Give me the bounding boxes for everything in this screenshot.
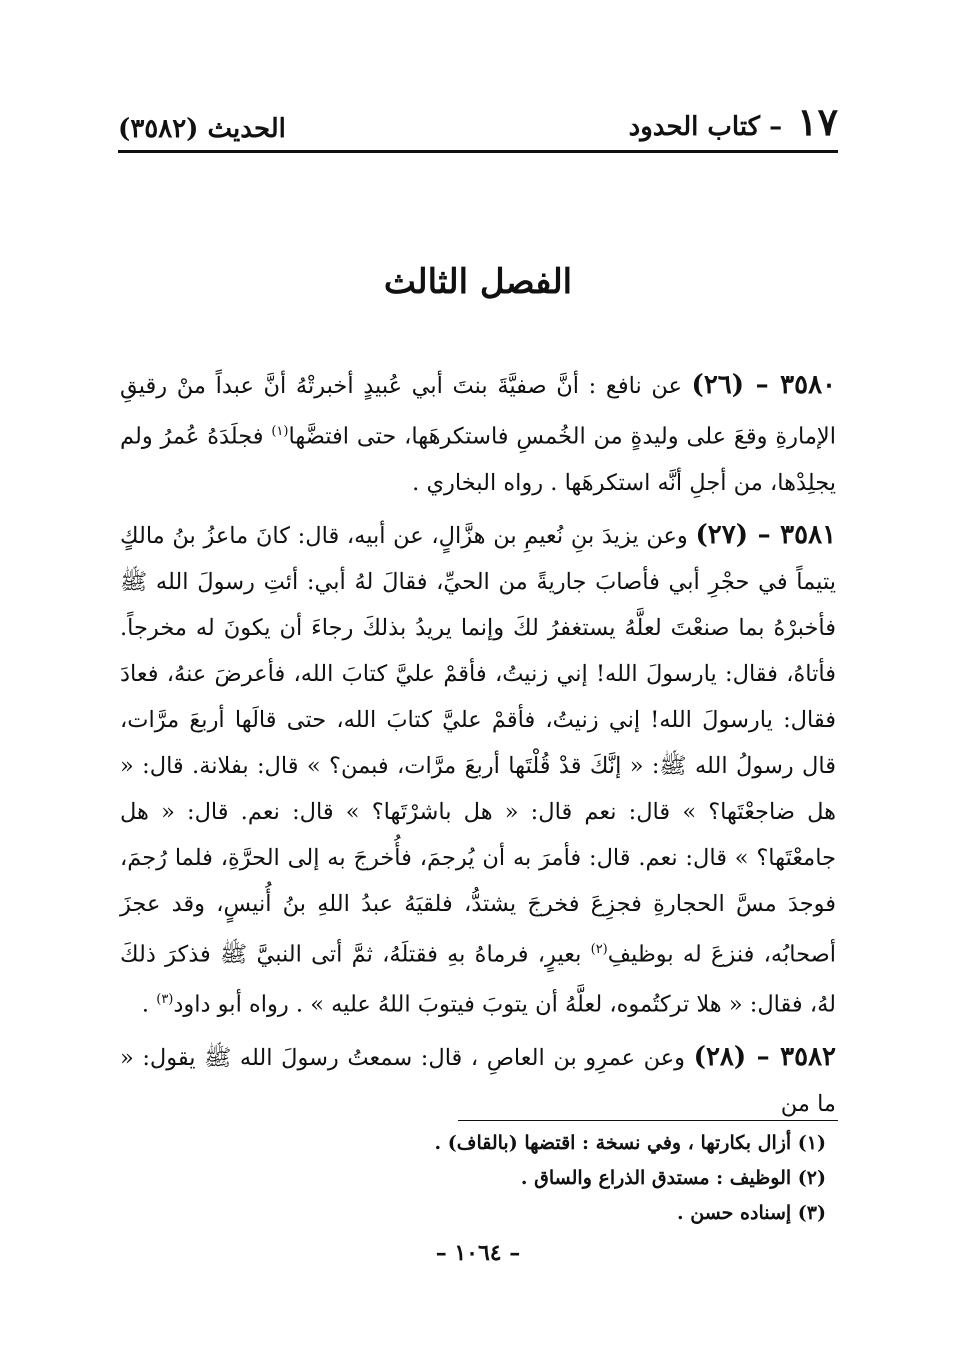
hadith-text: وعن عمرِو بن العاصِ ، قال: سمعتُ رسولَ الله ﷺ يقول: « ما من <box>120 1044 836 1117</box>
footnote: (٣) إسناده حسن . <box>677 1202 826 1224</box>
footnotes <box>118 1126 826 1231</box>
hadith-paragraph <box>120 1034 836 1127</box>
hadith-text: وعن يزيدَ بنِ نُعيمِ بن هزَّالٍ، عن أبيه، قال: كانَ ماعزُ بنُ مالكٍ يتيماً في حجْرِ أبي فأصابَ جاريةً من الحيِّ، فقالَ لهُ أبي: أئتِ رسولَ الله ﷺ فأخبرْهُ بما صنعْتَ لعلَّهُ يستغفرُ لكَ وإنما يريدُ بذلكَ رجاءَ أن يكونَ له مخرجاً. فأتاهُ، فقال: يارسولَ الله! إني زنيتُ، فأقمْ عليَّ كتابَ الله، فأعرضَ عنهُ، فعادَ فقال: يارسولَ الله! إني زنيتُ، فأقمْ عليَّ كتابَ الله، حتى قالَها أربعَ مرَّات، قال رسولُ الله ﷺ: « إنَّكَ قدْ قُلْتَها أربعَ مرَّات، فبمن؟ » قال: بفلانة. قال: « هل ضاجعْتَها؟ » قال: نعم قال: « هل باشرْتَها؟ » قال: نعم. قال: « هل جامعْتَها؟ » قال: نعم. قال: فأمرَ به أن يُرجمَ، فأُخرجَ به إلى الحرَّةِ، فلما رُجمَ، فوجدَ مسَّ الحجارةِ فجزِعَ فخرجَ يشتدُّ، فلقيَهُ عبدُ اللهِ بنُ أُنيسٍ، وقد عجزَ أصحابُه، فنزعَ له بوظيفِ <box>120 522 836 967</box>
hadith-number: ٣٥٨٢ – (٢٨) <box>693 1041 837 1072</box>
chapter-heading <box>629 99 838 144</box>
footnote: (٢) الوظيف : مستدق الذراع والساق . <box>520 1167 826 1189</box>
hadith-paragraph: ٣٥٨١ – (٢٧) وعن يزيدَ بنِ نُعيمِ بن هزَّالٍ، عن أبيه، قال: كانَ ماعزُ بنُ مالكٍ يتيماً في حجْرِ أبي فأصابَ جاريةً من الحيِّ، فقالَ لهُ أبي: أئتِ رسولَ الله ﷺ فأخبرْهُ بما صنعْتَ لعلَّهُ يستغفرُ لكَ وإنما يريدُ بذلكَ رجاءَ أن يكونَ له مخرجاً. فأتاهُ، فقال: يارسولَ الله! إني زنيتُ، فأقمْ عليَّ كتابَ الله، فأعرضَ عنهُ، فعادَ فقال: يارسولَ الله! إني زنيتُ، فأقمْ عليَّ كتابَ الله، حتى قالَها أربعَ مرَّات، قال رسولُ الله ﷺ: « إنَّكَ قدْ قُلْتَها أربعَ مرَّات، فبمن؟ » قال: بفلانة. قال: « هل ضاجعْتَها؟ » قال: نعم قال: « هل باشرْتَها؟ » قال: نعم. قال: « هل جامعْتَها؟ » قال: نعم. قال: فأمرَ به أن يُرجمَ، فأُخرجَ به إلى الحرَّةِ، فلما رُجمَ، فوجدَ مسَّ الحجارةِ فجزِعَ فخرجَ يشتدُّ، فلقيَهُ عبدُ اللهِ بنُ أُنيسٍ، وقد عجزَ أصحابُه، فنزعَ له بوظيفِ$^{(٢)}$ بعيرٍ، فرماهُ بهِ فقتلَهُ، ثمَّ أتى النبيَّ ﷺ فذكرَ ذلكَ لهُ، فقال: « هلا تركتُموه، لعلَّهُ أن يتوبَ فيتوبَ اللهُ عليه » . رواه أبو داود$^{(٣)}$ . <box>120 519 837 1018</box>
footnote-marker: (٣) <box>156 992 174 1007</box>
footnote: (١) أزال بكارتها ، وفي نسخة : اقتضها (بالقاف) . <box>434 1132 826 1154</box>
footnote-rule <box>458 1120 838 1121</box>
hadith-text: عن نافع : أنَّ صفيَّةَ بنتَ أبي عُبيدٍ أخبرتْهُ أنَّ عبداً منْ رقيقِ الإمارةِ وقعَ على وليدةٍ من الخُمسِ فاستكرهَها، حتى افتضَّها <box>120 373 836 450</box>
footnote-marker: (٢) <box>590 941 608 957</box>
chapter-title: – كتاب الحدود <box>628 112 783 142</box>
hadith-paragraph <box>120 362 836 506</box>
page-number: – ١٠٦٤ – <box>435 1240 521 1266</box>
chapter-number: ١٧ <box>797 99 838 144</box>
running-header <box>118 92 838 144</box>
section-title: الفصل الثالث <box>383 262 573 302</box>
footnote-marker: (١) <box>271 424 289 439</box>
hadith-range: الحديث (٣٥٨٢) <box>118 114 286 144</box>
header-rule <box>118 150 838 153</box>
hadith-number: ٣٥٨١ – (٢٧) <box>695 519 837 550</box>
hadith-text-cont: فجلَدَهُ عُمرُ ولم يجلِدْها، من أجلِ أنَّه استكرهَها . رواه البخاري . <box>120 423 836 496</box>
main-text <box>120 362 836 1133</box>
hadith-text-cont: بعيرٍ، فرماهُ بهِ فقتلَهُ، ثمَّ أتى النبيَّ ﷺ فذكرَ ذلكَ لهُ، فقال: « هلا تركتُموه، لعلَّهُ أن يتوبَ فيتوبَ اللهُ عليه » . رواه أبو داود <box>120 941 836 1018</box>
hadith-number: ٣٥٨٠ – (٢٦) <box>691 370 836 400</box>
